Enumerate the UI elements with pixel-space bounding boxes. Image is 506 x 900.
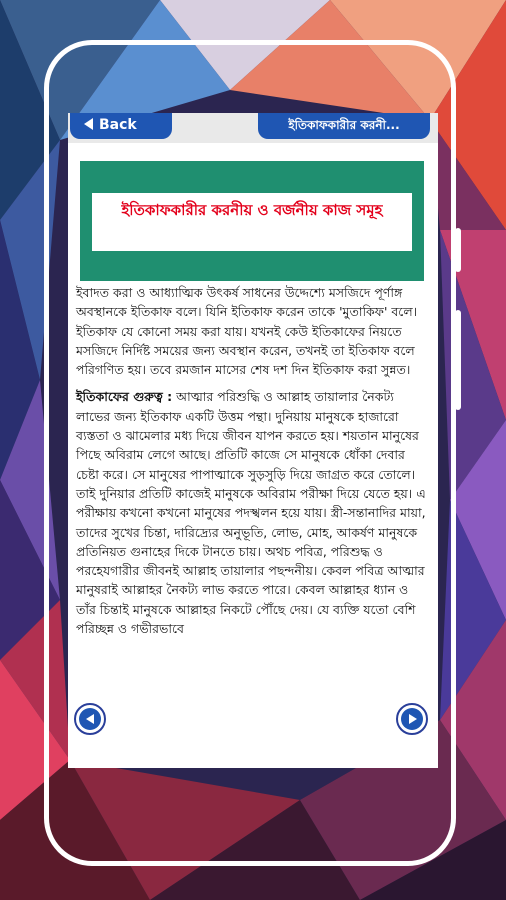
back-button-label: Back (99, 117, 137, 133)
triangle-left-icon (84, 118, 93, 130)
title-banner (80, 161, 424, 281)
top-bar (68, 113, 438, 143)
section-heading: ইতিকাফের গুরুত্ব : (76, 389, 173, 405)
paragraph-text: আত্মার পরিশুদ্ধি ও আল্লাহ তায়ালার নৈকট্য লাভের জন্য ইতিকাফ একটি উত্তম পন্থা। দুনিয়ায় মানুষকে হাজারো ব্যস্ততা ও ঝামেলার মধ্য দিয়ে জীবন যাপন করতে হয়। শয়তান মানুষের পিছে অবিরাম লেগে আছে। প্রতিটি কাজে সে মানুষকে ধোঁকা দেবার চেষ্টা করে। সে মানুষের পাপাত্মাকে সুড়সুড়ি দিয়ে জাগ্রত করে তোলে। তাই দুনিয়ার প্রতিটি কাজেই মানুষকে অবিরাম পরীক্ষা দিয়ে যেতে হয়। এ পরীক্ষায় কখনো কখনো মানুষের পদস্খলন হয়ে যায়। স্ত্রী-সন্তানাদির মায়া, তাদের সুখের চিন্তা, দারিদ্র্যের অনুভূতি, লোভ, মোহ, আকর্ষণ মানুষকে প্রতিনিয়ত গুনাহের দিকে টানতে চায়। অথচ পবিত্র, পরিশুদ্ধ ও পরহেযগারীর জীবনই আল্লাহ তায়ালার পছন্দনীয়। কেবল পবিত্র আত্মার মানুষরাই আল্লাহর নৈকট্য লাভ করতে পারে। কেবল আল্লাহর ধ্যান ও তাঁর চিন্তাই মানুষকে আল্লাহর নিকটে পৌঁছে দেয়। যে ব্যক্তি যতো বেশি পরিচ্ছন্ন ও গভীরভাবে (76, 389, 426, 637)
app-screen (68, 113, 438, 768)
banner-title: ইতিকাফকারীর করনীয় ও বর্জনীয় কাজ সমূহ (92, 193, 412, 251)
article-body (76, 283, 428, 646)
next-page-button[interactable] (396, 703, 428, 735)
previous-page-button[interactable] (74, 703, 106, 735)
chevron-left-icon (86, 714, 94, 724)
paragraph-importance (76, 387, 428, 638)
chevron-right-icon (409, 714, 417, 724)
back-button[interactable] (70, 113, 172, 139)
paragraph-intro: ইবাদত করা ও আধ্যাত্মিক উৎকর্ষ সাধনের উদ্দেশ্যে মসজিদে পূর্ণাঙ্গ অবস্থানকে ইতিকাফ বলে। যিনি ইতিকাফ করেন তাকে 'মুতাকিফ' বলে। ইতিকাফ যে কোনো সময় করা যায়। যখনই কেউ ইতিকাফের নিয়তে মসজিদে নির্দিষ্ট সময়ের জন্য অবস্থান করেন, তখনই তা ইতিকাফ বলে পরিগণিত হয়। তবে রমজান মাসের শেষ দশ দিন ইতিকাফ করা সুন্নত। (76, 285, 418, 378)
page-title-tab[interactable]: ইতিকাফকারীর করনী... (258, 113, 430, 139)
phone-side-button (455, 228, 461, 272)
phone-side-button (455, 310, 461, 410)
